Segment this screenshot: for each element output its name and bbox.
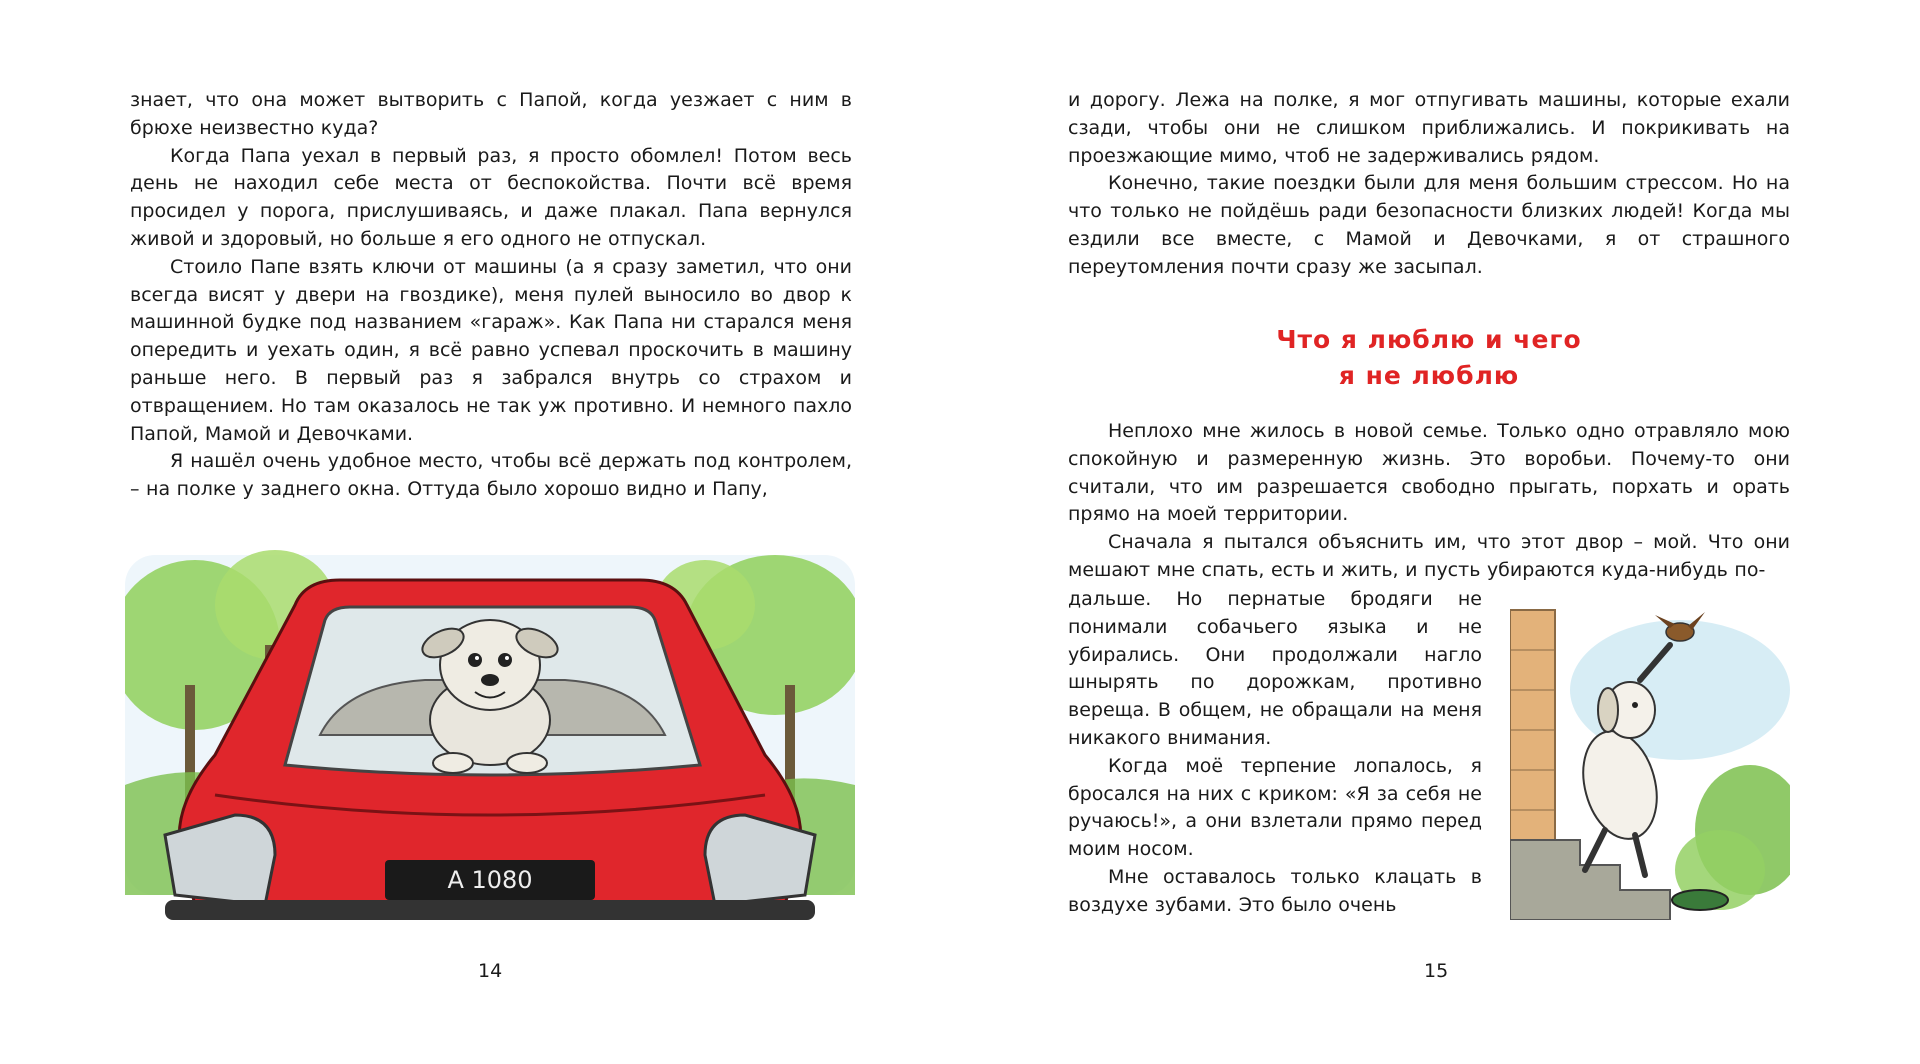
paragraph: и дорогу. Лежа на полке, я мог отпугивать машины, которые ехали сзади, чтобы они не слишком приближались. И покрикивать на проезжающие мимо, чтоб не задерживались рядом.: [1068, 89, 1790, 167]
chapter-heading: [1068, 322, 1790, 394]
paragraph: Когда Папа уехал в первый раз, я просто обомлел! Потом весь день не находил себе места от беспокойства. Почти всё время просидел у порога, прислушиваясь, и даже плакал. Папа вернулся живой и здоровый, но больше я его одного не отпускал.: [130, 144, 852, 250]
paragraph: знает, что она может вытворить с Папой, когда уезжает с ним в брюхе неизвестно куда?: [130, 89, 852, 139]
heading-line-2: я не люблю: [1338, 361, 1520, 390]
paragraph: Стоило Папе взять ключи от машины (а я сразу заметил, что они всегда висят у двери на гвоздике), меня пулей выносило во двор к машинной будке под названием «гараж». Как Папа ни старался меня опередить и уехать один, я всё равно успевал проскочить в машину раньше него. В первый раз я забрался внутрь со страхом и отвращением. Но там оказалось не так уж противно. И немного пахло Папой, Мамой и Девочками.: [130, 255, 852, 445]
paragraph: Сначала я пытался объяснить им, что этот двор – мой. Что они мешают мне спать, есть и жить, и пусть убираются куда-нибудь по-: [1068, 531, 1790, 581]
paragraph: Когда моё терпение лопалось, я бросался на них с криком: «Я за себя не ручаюсь!», а они взлетали прямо перед моим носом.: [1068, 754, 1482, 861]
paragraph: Я нашёл очень удобное место, чтобы всё держать под контролем, – на полке у заднего окна. Оттуда было хорошо видно и Папу,: [130, 450, 852, 501]
paragraph: Мне оставалось только клацать в воздухе зубами. Это было очень: [1068, 865, 1482, 916]
page-number: 15: [1424, 960, 1449, 982]
right-page: [960, 0, 1920, 1064]
dog-chasing-sparrow-illustration: [1510, 600, 1790, 920]
paragraph: дальше. Но пернатые бродяги не понимали собачьего языка и не убирались. Они продолжали нагло шнырять по дорожкам, противно вереща. В общем, не обращали на меня никакого внимания.: [1068, 588, 1482, 749]
right-page-top-text: [1068, 87, 1790, 282]
left-page-text: [130, 87, 852, 504]
right-page-mid-text: [1068, 418, 1790, 585]
paragraph: Неплохо мне жилось в новой семье. Только одно отравляло мою спокойную и размеренную жизнь. Это воробьи. Почему-то они считали, что им разрешается свободно прыгать, порхать и орать прямо на моей территории.: [1068, 420, 1790, 526]
paragraph: Конечно, такие поездки были для меня большим стрессом. Но на что только не пойдёшь ради безопасности близких людей! Когда мы ездили все вместе, с Мамой и Девочками, я от страшного переутомления почти сразу же засыпал.: [1068, 172, 1790, 278]
dog-in-red-car-illustration: [125, 535, 855, 925]
heading-line-1: Что я люблю и чего: [1276, 325, 1582, 354]
right-page-wrap-text: [1068, 586, 1482, 920]
license-plate-text: А 1080: [447, 866, 533, 894]
page-number: 14: [478, 960, 503, 982]
